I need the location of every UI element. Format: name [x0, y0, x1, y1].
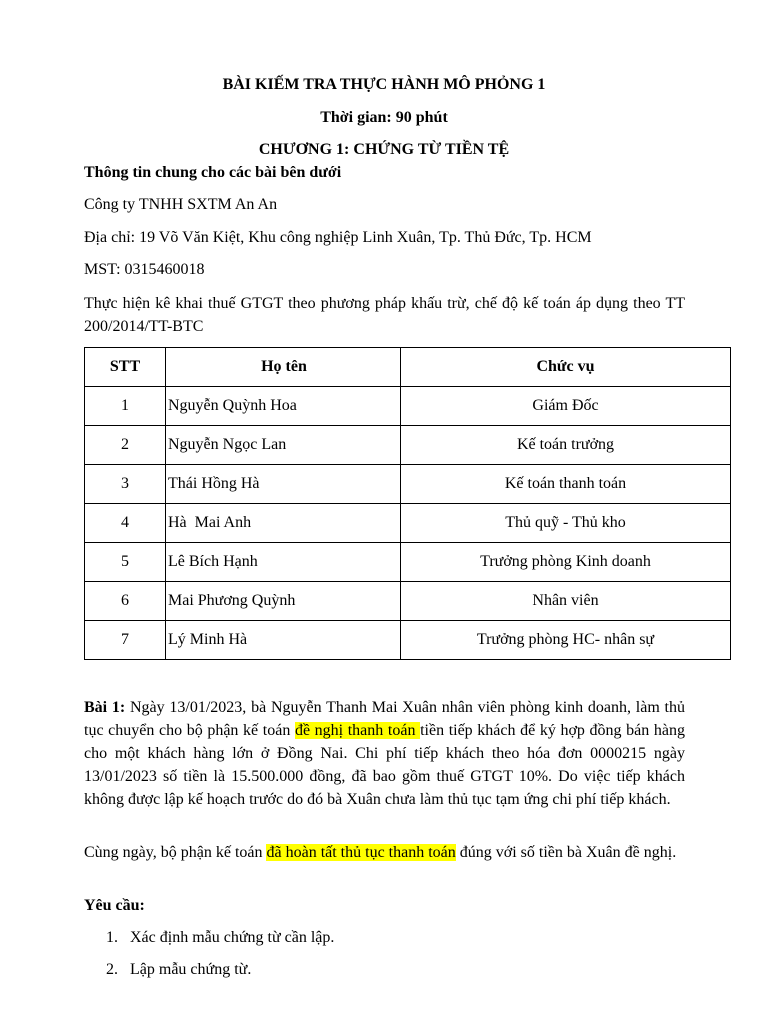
- cell-role: Giám Đốc: [401, 387, 731, 426]
- cell-role: Kế toán thanh toán: [401, 465, 731, 504]
- column-header-role: Chức vụ: [401, 348, 731, 387]
- exercise-1-paragraph: [84, 696, 685, 811]
- cell-stt: 4: [85, 504, 166, 543]
- cell-stt: 1: [85, 387, 166, 426]
- cell-role: Nhân viên: [401, 582, 731, 621]
- column-header-stt: STT: [85, 348, 166, 387]
- column-header-name: Họ tên: [166, 348, 401, 387]
- staff-table: [84, 347, 731, 660]
- general-info-heading: Thông tin chung cho các bài bên dưới: [84, 164, 342, 181]
- list-number: 2.: [106, 961, 118, 978]
- cell-role: Kế toán trưởng: [401, 426, 731, 465]
- requirements-label: Yêu cầu:: [84, 897, 145, 914]
- cell-name: Lý Minh Hà: [166, 621, 401, 660]
- tax-id: MST: 0315460018: [84, 261, 205, 278]
- page-title: BÀI KIẾM TRA THỰC HÀNH MÔ PHỎNG 1: [222, 76, 546, 93]
- table-row: [85, 387, 731, 426]
- table-header-row: [85, 348, 731, 387]
- table-row: [85, 621, 731, 660]
- cell-name: Hà Mai Anh: [166, 504, 401, 543]
- cell-name: Nguyễn Quỳnh Hoa: [166, 387, 401, 426]
- cell-name: Nguyễn Ngọc Lan: [166, 426, 401, 465]
- cell-name: Mai Phương Quỳnh: [166, 582, 401, 621]
- exercise-text-part-2: tiền tiếp khách để ký hợp đồng bán hàng cho một khách hàng lớn ở Đồng Nai. Chi phí tiếp khách theo hóa đơn 0000215 ngày 13/01/2023 số tiền là 15.500.000 đồng, đã bao gồm thuế GTGT 10%. Do việc tiếp khách không được lập kế hoạch trước do đó bà Xuân chưa làm thủ tục tạm ứng chi phí tiếp khách.: [84, 722, 685, 808]
- cell-role: Trưởng phòng Kinh doanh: [401, 543, 731, 582]
- highlight-payment-completed: đã hoàn tất thủ tục thanh toán: [266, 844, 456, 861]
- cell-role: Trưởng phòng HC- nhân sự: [401, 621, 731, 660]
- cell-role: Thủ quỹ - Thủ kho: [401, 504, 731, 543]
- list-text: Lập mẫu chứng từ.: [130, 961, 252, 978]
- cell-stt: 7: [85, 621, 166, 660]
- table-row: [85, 543, 731, 582]
- list-item: [106, 929, 334, 947]
- exercise-1-followup: [84, 841, 685, 864]
- cell-stt: 2: [85, 426, 166, 465]
- table-row: [85, 426, 731, 465]
- table-row: [85, 465, 731, 504]
- chapter-title: CHƯƠNG 1: CHỨNG TỪ TIỀN TỆ: [258, 141, 510, 158]
- cell-stt: 5: [85, 543, 166, 582]
- company-name: Công ty TNHH SXTM An An: [84, 196, 278, 213]
- cell-name: Lê Bích Hạnh: [166, 543, 401, 582]
- exam-duration: Thời gian: 90 phút: [320, 109, 448, 126]
- cell-stt: 6: [85, 582, 166, 621]
- followup-text-part-2: đúng với số tiền bà Xuân đề nghị.: [455, 844, 677, 861]
- list-number: 1.: [106, 929, 118, 946]
- table-row: [85, 582, 731, 621]
- cell-stt: 3: [85, 465, 166, 504]
- cell-name: Thái Hồng Hà: [166, 465, 401, 504]
- accounting-policy: Thực hiện kê khai thuế GTGT theo phương pháp khấu trừ, chế độ kế toán áp dụng theo TT 200/2014/TT-BTC: [84, 295, 685, 335]
- exercise-text-part-1: Ngày 13/01/2023, bà Nguyễn Thanh Mai Xuân nhân viên phòng kinh doanh, làm thủ tục chuyển cho bộ phận kế toán: [84, 699, 685, 739]
- highlight-payment-request: đề nghị thanh toán: [294, 722, 421, 739]
- table-row: [85, 504, 731, 543]
- list-item: [106, 961, 251, 979]
- followup-text-part-1: Cùng ngày, bộ phận kế toán: [84, 844, 267, 861]
- exercise-label: Bài 1:: [84, 699, 126, 716]
- list-text: Xác định mẫu chứng từ cần lập.: [130, 929, 335, 946]
- company-address: Địa chỉ: 19 Võ Văn Kiệt, Khu công nghiệp Linh Xuân, Tp. Thủ Đức, Tp. HCM: [84, 229, 592, 246]
